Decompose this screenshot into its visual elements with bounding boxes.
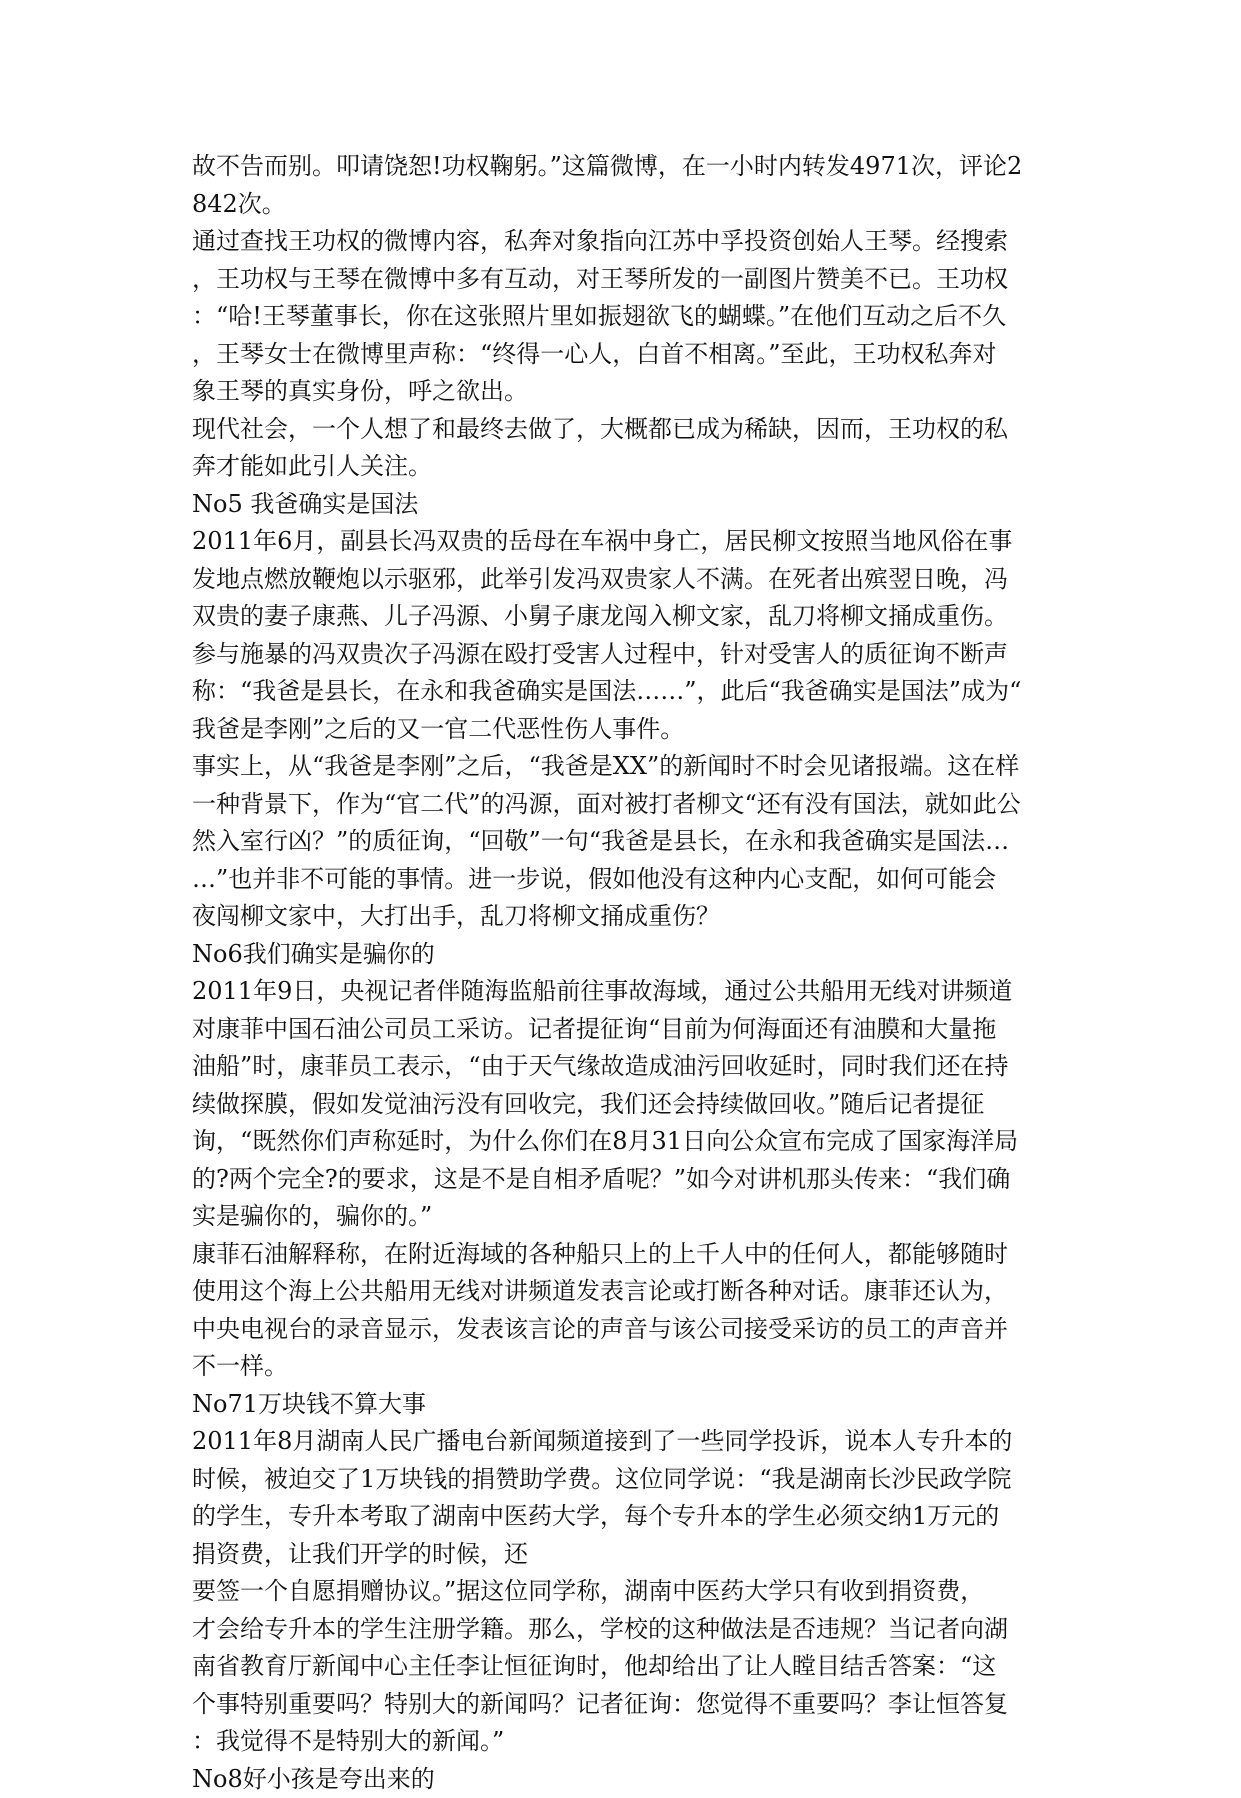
text-line: 续做探膜，假如发觉油污没有回收完，我们还会持续做回收。”随后记者提征 xyxy=(192,1086,1052,1124)
text-line: 一种背景下，作为“官二代”的冯源，面对被打者柳文“还有没有国法，就如此公 xyxy=(192,786,1052,824)
section-heading-no7: No71万块钱不算大事 xyxy=(192,1386,1052,1424)
text-line: 夜闯柳文家中，大打出手，乱刀将柳文捅成重伤？ xyxy=(192,898,1052,936)
section-heading-no6: No6我们确实是骗你的 xyxy=(192,936,1052,974)
text-line: 个事特别重要吗？特别大的新闻吗？记者征询：您觉得不重要吗？李让恒答复 xyxy=(192,1686,1052,1724)
text-line: 双贵的妻子康燕、儿子冯源、小舅子康龙闯入柳文家，乱刀将柳文捅成重伤。 xyxy=(192,598,1052,636)
text-line: 2011年6月，副县长冯双贵的岳母在车祸中身亡，居民柳文按照当地风俗在事 xyxy=(192,523,1052,561)
text-line: 现代社会，一个人想了和最终去做了，大概都已成为稀缺，因而，王功权的私 xyxy=(192,411,1052,449)
text-line: 不一样。 xyxy=(192,1348,1052,1386)
text-line: 对康菲中国石油公司员工采访。记者提征询“目前为何海面还有油膜和大量拖 xyxy=(192,1011,1052,1049)
text-line: 事实上，从“我爸是李刚”之后，“我爸是XX”的新闻时不时会见诸报端。这在样 xyxy=(192,748,1052,786)
text-line: 时候，被迫交了1万块钱的捐赞助学费。这位同学说：“我是湖南长沙民政学院 xyxy=(192,1461,1052,1499)
text-line: 的?两个完全?的要求，这是不是自相矛盾呢？”如今对讲机那头传来：“我们确 xyxy=(192,1161,1052,1199)
text-line: 842次。 xyxy=(192,186,1052,224)
text-line: ，王功权与王琴在微博中多有互动，对王琴所发的一副图片赞美不已。王功权 xyxy=(192,261,1052,299)
text-line: 南省教育厅新闻中心主任李让恒征询时，他却给出了让人瞠目结舌答案：“这 xyxy=(192,1648,1052,1686)
document-body xyxy=(192,148,1052,1798)
text-line: 发地点燃放鞭炮以示驱邪，此举引发冯双贵家人不满。在死者出殡翌日晚，冯 xyxy=(192,561,1052,599)
text-line: ：我觉得不是特别大的新闻。” xyxy=(192,1723,1052,1761)
text-line: 油船”时，康菲员工表示，“由于天气缘故造成油污回收延时，同时我们还在持 xyxy=(192,1048,1052,1086)
section-heading-no5: No5 我爸确实是国法 xyxy=(192,486,1052,524)
text-line: 奔才能如此引人关注。 xyxy=(192,448,1052,486)
text-line: 通过查找王功权的微博内容，私奔对象指向江苏中孚投资创始人王琴。经搜索 xyxy=(192,223,1052,261)
text-line: 的学生，专升本考取了湖南中医药大学，每个专升本的学生必须交纳1万元的 xyxy=(192,1498,1052,1536)
text-line: 实是骗你的，骗你的。” xyxy=(192,1198,1052,1236)
text-line: 2011年8月湖南人民广播电台新闻频道接到了一些同学投诉，说本人专升本的 xyxy=(192,1423,1052,1461)
text-line: 才会给专升本的学生注册学籍。那么，学校的这种做法是否违规？当记者向湖 xyxy=(192,1611,1052,1649)
text-line: 中央电视台的录音显示，发表该言论的声音与该公司接受采访的员工的声音并 xyxy=(192,1311,1052,1349)
text-line: 然入室行凶？”的质征询，“回敬”一句“我爸是县长，在永和我爸确实是国法… xyxy=(192,823,1052,861)
text-line: 我爸是李刚”之后的又一官二代恶性伤人事件。 xyxy=(192,711,1052,749)
text-line: ：“哈!王琴董事长，你在这张照片里如振翅欲飞的蝴蝶。”在他们互动之后不久 xyxy=(192,298,1052,336)
text-line: 使用这个海上公共船用无线对讲频道发表言论或打断各种对话。康菲还认为， xyxy=(192,1273,1052,1311)
text-line: 象王琴的真实身份，呼之欲出。 xyxy=(192,373,1052,411)
text-line: 称：“我爸是县长，在永和我爸确实是国法……”，此后“我爸确实是国法”成为“ xyxy=(192,673,1052,711)
section-heading-no8: No8好小孩是夸出来的 xyxy=(192,1761,1052,1798)
text-line: 要签一个自愿捐赠协议。”据这位同学称，湖南中医药大学只有收到捐资费， xyxy=(192,1573,1052,1611)
text-line: 康菲石油解释称，在附近海域的各种船只上的上千人中的任何人，都能够随时 xyxy=(192,1236,1052,1274)
text-line: 参与施暴的冯双贵次子冯源在殴打受害人过程中，针对受害人的质征询不断声 xyxy=(192,636,1052,674)
text-line: 捐资费，让我们开学的时候，还 xyxy=(192,1536,1052,1574)
text-line: …”也并非不可能的事情。进一步说，假如他没有这种内心支配，如何可能会 xyxy=(192,861,1052,899)
text-line: ，王琴女士在微博里声称：“终得一心人，白首不相离。”至此，王功权私奔对 xyxy=(192,336,1052,374)
text-line: 2011年9日，央视记者伴随海监船前往事故海域，通过公共船用无线对讲频道 xyxy=(192,973,1052,1011)
text-line: 故不告而别。叩请饶恕!功权鞠躬。”这篇微博，在一小时内转发4971次，评论2 xyxy=(192,148,1052,186)
text-line: 询，“既然你们声称延时，为什么你们在8月31日向公众宣布完成了国家海洋局 xyxy=(192,1123,1052,1161)
